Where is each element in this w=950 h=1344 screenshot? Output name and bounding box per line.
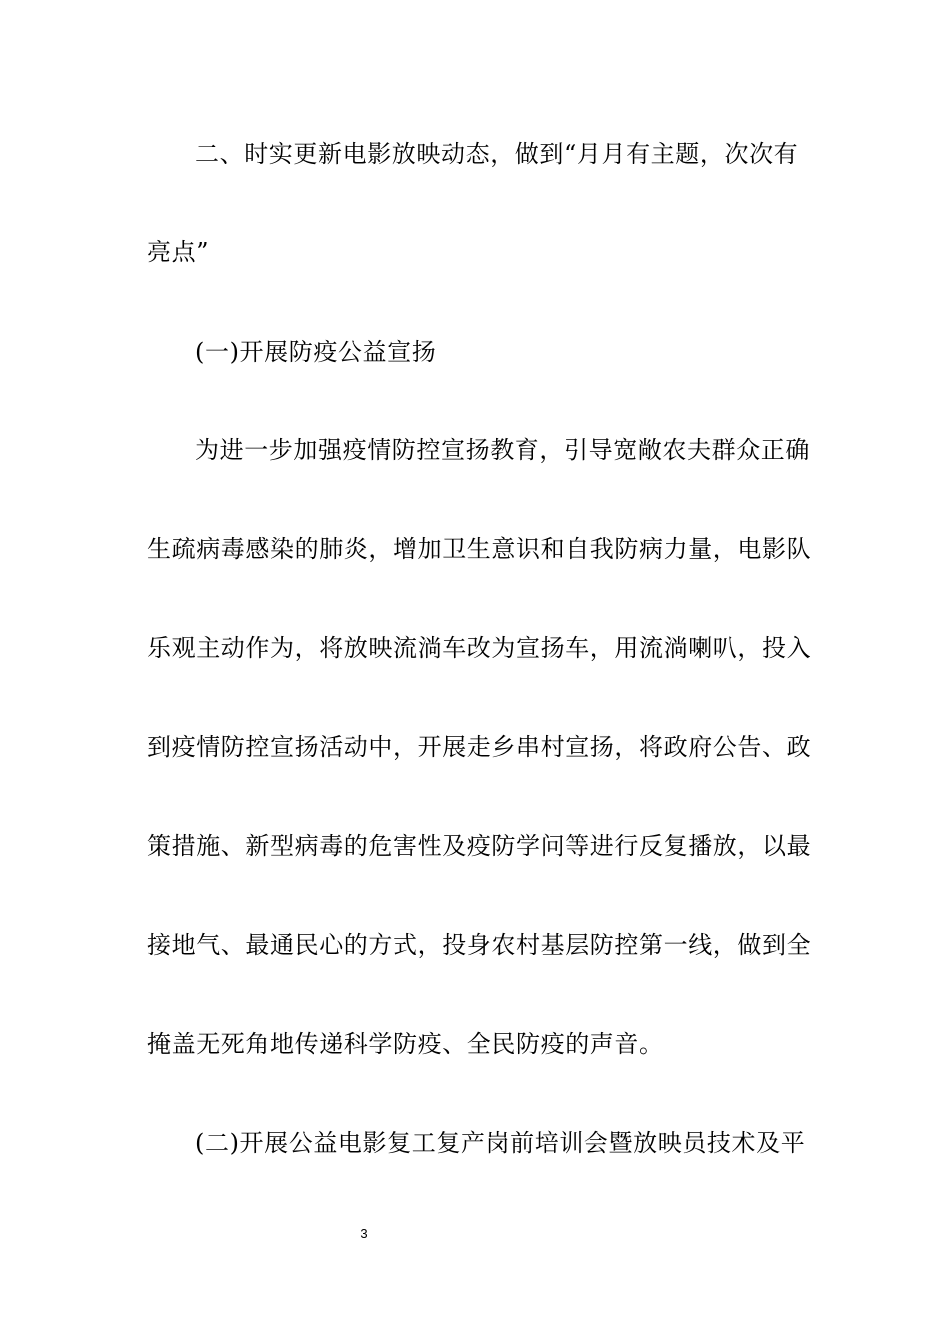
page-number: 3 [360,1226,368,1241]
paragraph-line-1: 为进一步加强疫情防控宣扬教育，引导宽敞农夫群众正确 [195,436,810,464]
subsection-heading-1: (一)开展防疫公益宣扬 [195,338,437,366]
subsection-heading-2: (二)开展公益电影复工复产岗前培训会暨放映员技术及平 [195,1129,806,1157]
section-heading-line-1: 二、时实更新电影放映动态，做到“月月有主题，次次有 [195,140,799,168]
paragraph-line-2: 生疏病毒感染的肺炎，增加卫生意识和自我防病力量，电影队 [147,535,812,563]
paragraph-line-7: 掩盖无死角地传递科学防疫、全民防疫的声音。 [147,1030,664,1058]
paragraph-line-3: 乐观主动作为，将放映流淌车改为宣扬车，用流淌喇叭，投入 [147,634,812,662]
paragraph-line-6: 接地气、最通民心的方式，投身农村基层防控第一线，做到全 [147,931,812,959]
paragraph-line-4: 到疫情防控宣扬活动中，开展走乡串村宣扬，将政府公告、政 [147,733,812,761]
paragraph-line-5: 策措施、新型病毒的危害性及疫防学问等进行反复播放，以最 [147,832,812,860]
section-heading-line-2: 亮点” [147,238,210,266]
